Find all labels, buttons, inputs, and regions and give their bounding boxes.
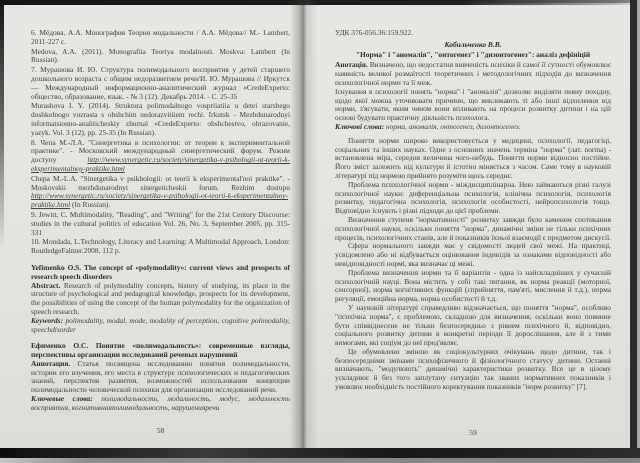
reference-url: http://www.synergetic.ru/society/sinergetika-v-psihologii-ot-teorii-k-eksperimentalnoy-praktike.html bbox=[31, 155, 290, 173]
article-title: "Норма" і "аномалія", "онтогенез" і "дизонтогенез": аналіз дефініцій bbox=[355, 49, 591, 59]
english-heading: Yefimenko O.S. The concept of «polymodality»: current views and prospects of research speech disorders bbox=[31, 262, 290, 281]
body-paragraph: Поняття норми широко використовується у медицині, психології, педагогіці, соціальних та інших науках. Одне з основних значень терміна "норма" (лат. norma) - встановлена міра, середня величина чого-небудь. Поняття норми відносно постійне. Його зміст залежить від культури й істотно міняється з часом. Саме тому в науковій літературі під нормою прийнято розуміти щось середнє. bbox=[335, 135, 611, 180]
russian-keywords bbox=[31, 395, 290, 413]
udc-code: УДК 376-056.36:159.922. bbox=[335, 28, 414, 37]
reference-item: 7. Мурашова И. Ю. Структура полимодального восприятия у детей старшего дошкольного возраста с общим недоразвитием речи/И. Ю. Мурашова // Иркутск — Международный информационно-аналитический журнал «CredeExperto: общество, образование, язык. - № 3 (12). Декабрь 2014. - С. 25-35 bbox=[31, 65, 290, 101]
photo-left-edge bbox=[0, 0, 4, 250]
russian-keywords-text: полимодальность, модальность, модус, модальность восприятия, когнитивнаяполимодальность, нарушенияречи bbox=[31, 394, 290, 412]
english-abstract-label: Abstract. bbox=[31, 280, 61, 290]
annotation-text-1: Визначено, що недостатня вивченість психіки й самої її сутності обумовлює наявність великої розмаїтості теоретичних і методологічних підходів до визначення психологічної норми та її меж. bbox=[335, 60, 611, 87]
right-page-number: 59 bbox=[469, 428, 477, 437]
photo-right-edge bbox=[630, 0, 637, 449]
reference-item: Chepa M.-L.A. "Sinergetika v psikhologii: ot teorii k eksperimental'noi praktike". - Moskovskii mezhdunarodnyi sinergeticheskii forum. Rezhim dostupu http://www.synergetic.ru/society/sinergetika-v-psihologii-ot-teorii-k-eksperimentalnoy-praktike.html (In Russian). bbox=[31, 173, 290, 210]
left-page-number: 58 bbox=[156, 426, 165, 435]
photo-top-edge bbox=[0, 0, 640, 5]
russian-abstract-label: Аннотация. bbox=[31, 358, 71, 368]
body-paragraph: Проблема психологічної норми - міждисциплінарна. Нею займаються різні галузі психологічної науки: диференціальна психологія, клінічна психологія, психологія розвитку, педагогічна психологія, психологія особистості, нейропсихологія тощо. Відповідно існують і різні підходи до цієї проблеми. bbox=[335, 179, 611, 216]
russian-abstract bbox=[31, 360, 290, 395]
book-bottom-edge bbox=[0, 448, 640, 458]
annotation-paragraph-2: Існування в психології понять "норма" і "аномалія" дозволяє виділяти певну похідну, щодо якої можна уточнювати причини, що викликають ті або інші відхилення від норми, з'ясувати, яким чином вони впливають на процеси розвитку дитини і на цій основі будувати практичну діяльність психолога. bbox=[335, 86, 611, 123]
english-keywords-label: Keywords: bbox=[31, 315, 64, 325]
reference-item: 10. Mondada, L.Technology, Literacy and Learning: A Multimodal Approach, London: RoutledgeFalmer.2008, 112 p. bbox=[31, 237, 290, 256]
ukrainian-keywords-label: Ключові слова: bbox=[335, 121, 385, 131]
reference-item: 9. Jewitt, C. Multimodality, "Reading", and "Writing" for the 21st Century Discourse: studies in the cultural politics of education Vol. 26, No. 3, September 2005, pp. 315-331 bbox=[31, 209, 290, 237]
english-keywords-text: polimodality, modal, mode, modality of perception, cognitive polimodality, speechdisorder bbox=[31, 315, 290, 334]
ukrainian-keywords bbox=[335, 123, 611, 132]
english-keywords bbox=[31, 317, 290, 335]
reference-item: 8. Чепа М.-Л.А. "Синергетика в психологии: от теории к экспериментальной практике". - Московский международный синергетический форум. Режим доступу http://www.synergetic.ru/society/sinergetika-v-psihologii-ot-teorii-k-eksperimentalnoy-praktike.html bbox=[31, 137, 290, 173]
reference-list bbox=[31, 29, 290, 256]
english-abstract-text: Research of polymodality concepts, history of studying, its place in the structure of psychological and pedagogical knowledge, prospects for its development, the possibilities of using the concept of the human polymodality for the organization of speech research. bbox=[31, 280, 290, 316]
russian-abstract-text: Статья посвящена исследованию понятия полимодальности, истории его изучения, его места в структуре психологических и педагогических знаний, перспектив развития, возможностей использования концепции полимодальности человеческой психики для организации исследований речи. bbox=[31, 358, 290, 395]
left-page bbox=[31, 29, 290, 413]
annotation-label: Анотація. bbox=[335, 60, 368, 70]
body-paragraph: Це обумовлено зміною як соціокультурних очікувань щодо дитини, так і безпосередніми змінами психофізичного й фізіологічного статусу дитини. Останні визначають, "модулюють" динамічні характеристики розвитку. Все це в цілому ускладнює й без того заплутану ситуацію так званих нормативних показників і умовлює необхідність постійного коректування показників "норм розвитку" [7]. bbox=[335, 346, 611, 392]
body-paragraph: Сфера нормального завжди має у свідомості людей свої межі. На практиці, усвідомлено або ні відбувається оцінювання індивідів за ознаками відповідності або невідповідності нормі, яка визначає ці межі. bbox=[335, 241, 611, 268]
article-body bbox=[335, 137, 611, 392]
right-page bbox=[335, 29, 611, 392]
table-surface bbox=[0, 458, 640, 463]
russian-heading: Ефименко О.С. Понятие «полимодальность»: современные взгляды, перспективы организации исследований речевых нарушений bbox=[31, 341, 290, 360]
article-author: Кобильченко В.В. bbox=[444, 39, 502, 49]
reference-item: Medova, A.A. (2011). Monografiia Teoriya modalnosti. Moskva: Lambert (In Russian). bbox=[31, 46, 290, 65]
russian-abstract-block bbox=[31, 342, 290, 412]
reference-item: Murashova I. Y. (2014). Struktura polimodalnogo vospriiatiia u detei starshego doshkolnogo vozrasta s obshchim nedorazvitiiem rechi. Irkutsk - Mezhdunarodnyi informatsionno-analiticheskiy zhurnal «CredeExperto: obshchestvo, obrazovanie, yazyk. Vol. 3 (12), pp. 25-35 (In Russian). bbox=[31, 101, 290, 137]
ukrainian-keywords-text: норма, аномалія, онтогенез, дизонтогенез. bbox=[385, 121, 521, 131]
english-abstract-block bbox=[31, 264, 290, 334]
english-abstract bbox=[31, 282, 290, 317]
russian-keywords-label: Ключевые слова: bbox=[31, 394, 93, 404]
reference-item: 6. Мёдова, А.А. Монография Теория модальности / А.А. Мёдова// М.- Lambert, 2011-227 с. bbox=[31, 28, 290, 46]
body-paragraph: Проблема визначення норми та її варіантів - одна із найскладніших у сучасній психологічній науці. Вона містить у собі такі питання, як норма реакції (моторної, сенсорної), норма когнітивних функцій (сприйняття, пам'яті, мислення й т.д.), норма регуляції, емоційна норма, норма особистості й т.д. bbox=[335, 267, 611, 304]
body-paragraph: У науковій літературі справедливо відзначається, що поняття "норма", особливо "психічна норма", є проблемою, складною для визначення, оскільки воно повинне бути співвіднесене не тільки безпосередньо з рівнем психічного й, відповідно, соціального розвитку дитини в конкретні періоди її дорослішання, але й з тими вимогами, які соціум до неї пред'являє. bbox=[335, 302, 611, 348]
annotation-paragraph-1 bbox=[335, 61, 611, 87]
reference-url: http://www.synergetic.ru/society/sinergetika-v-psihologii-ot-teorii-k-eksperimentalnoy-praktike.html bbox=[31, 191, 289, 210]
body-paragraph: Визначення ступеня "нормативності" розвитку завжди було каменем спотикання психологічної науки, оскільки поняття "норма", динамічні зміни не тільки психічних процесів, психологічних станів, але й показників їхньої взаємодії є предметом дискусії. bbox=[335, 214, 611, 242]
book-spine-shadow bbox=[290, 0, 318, 448]
